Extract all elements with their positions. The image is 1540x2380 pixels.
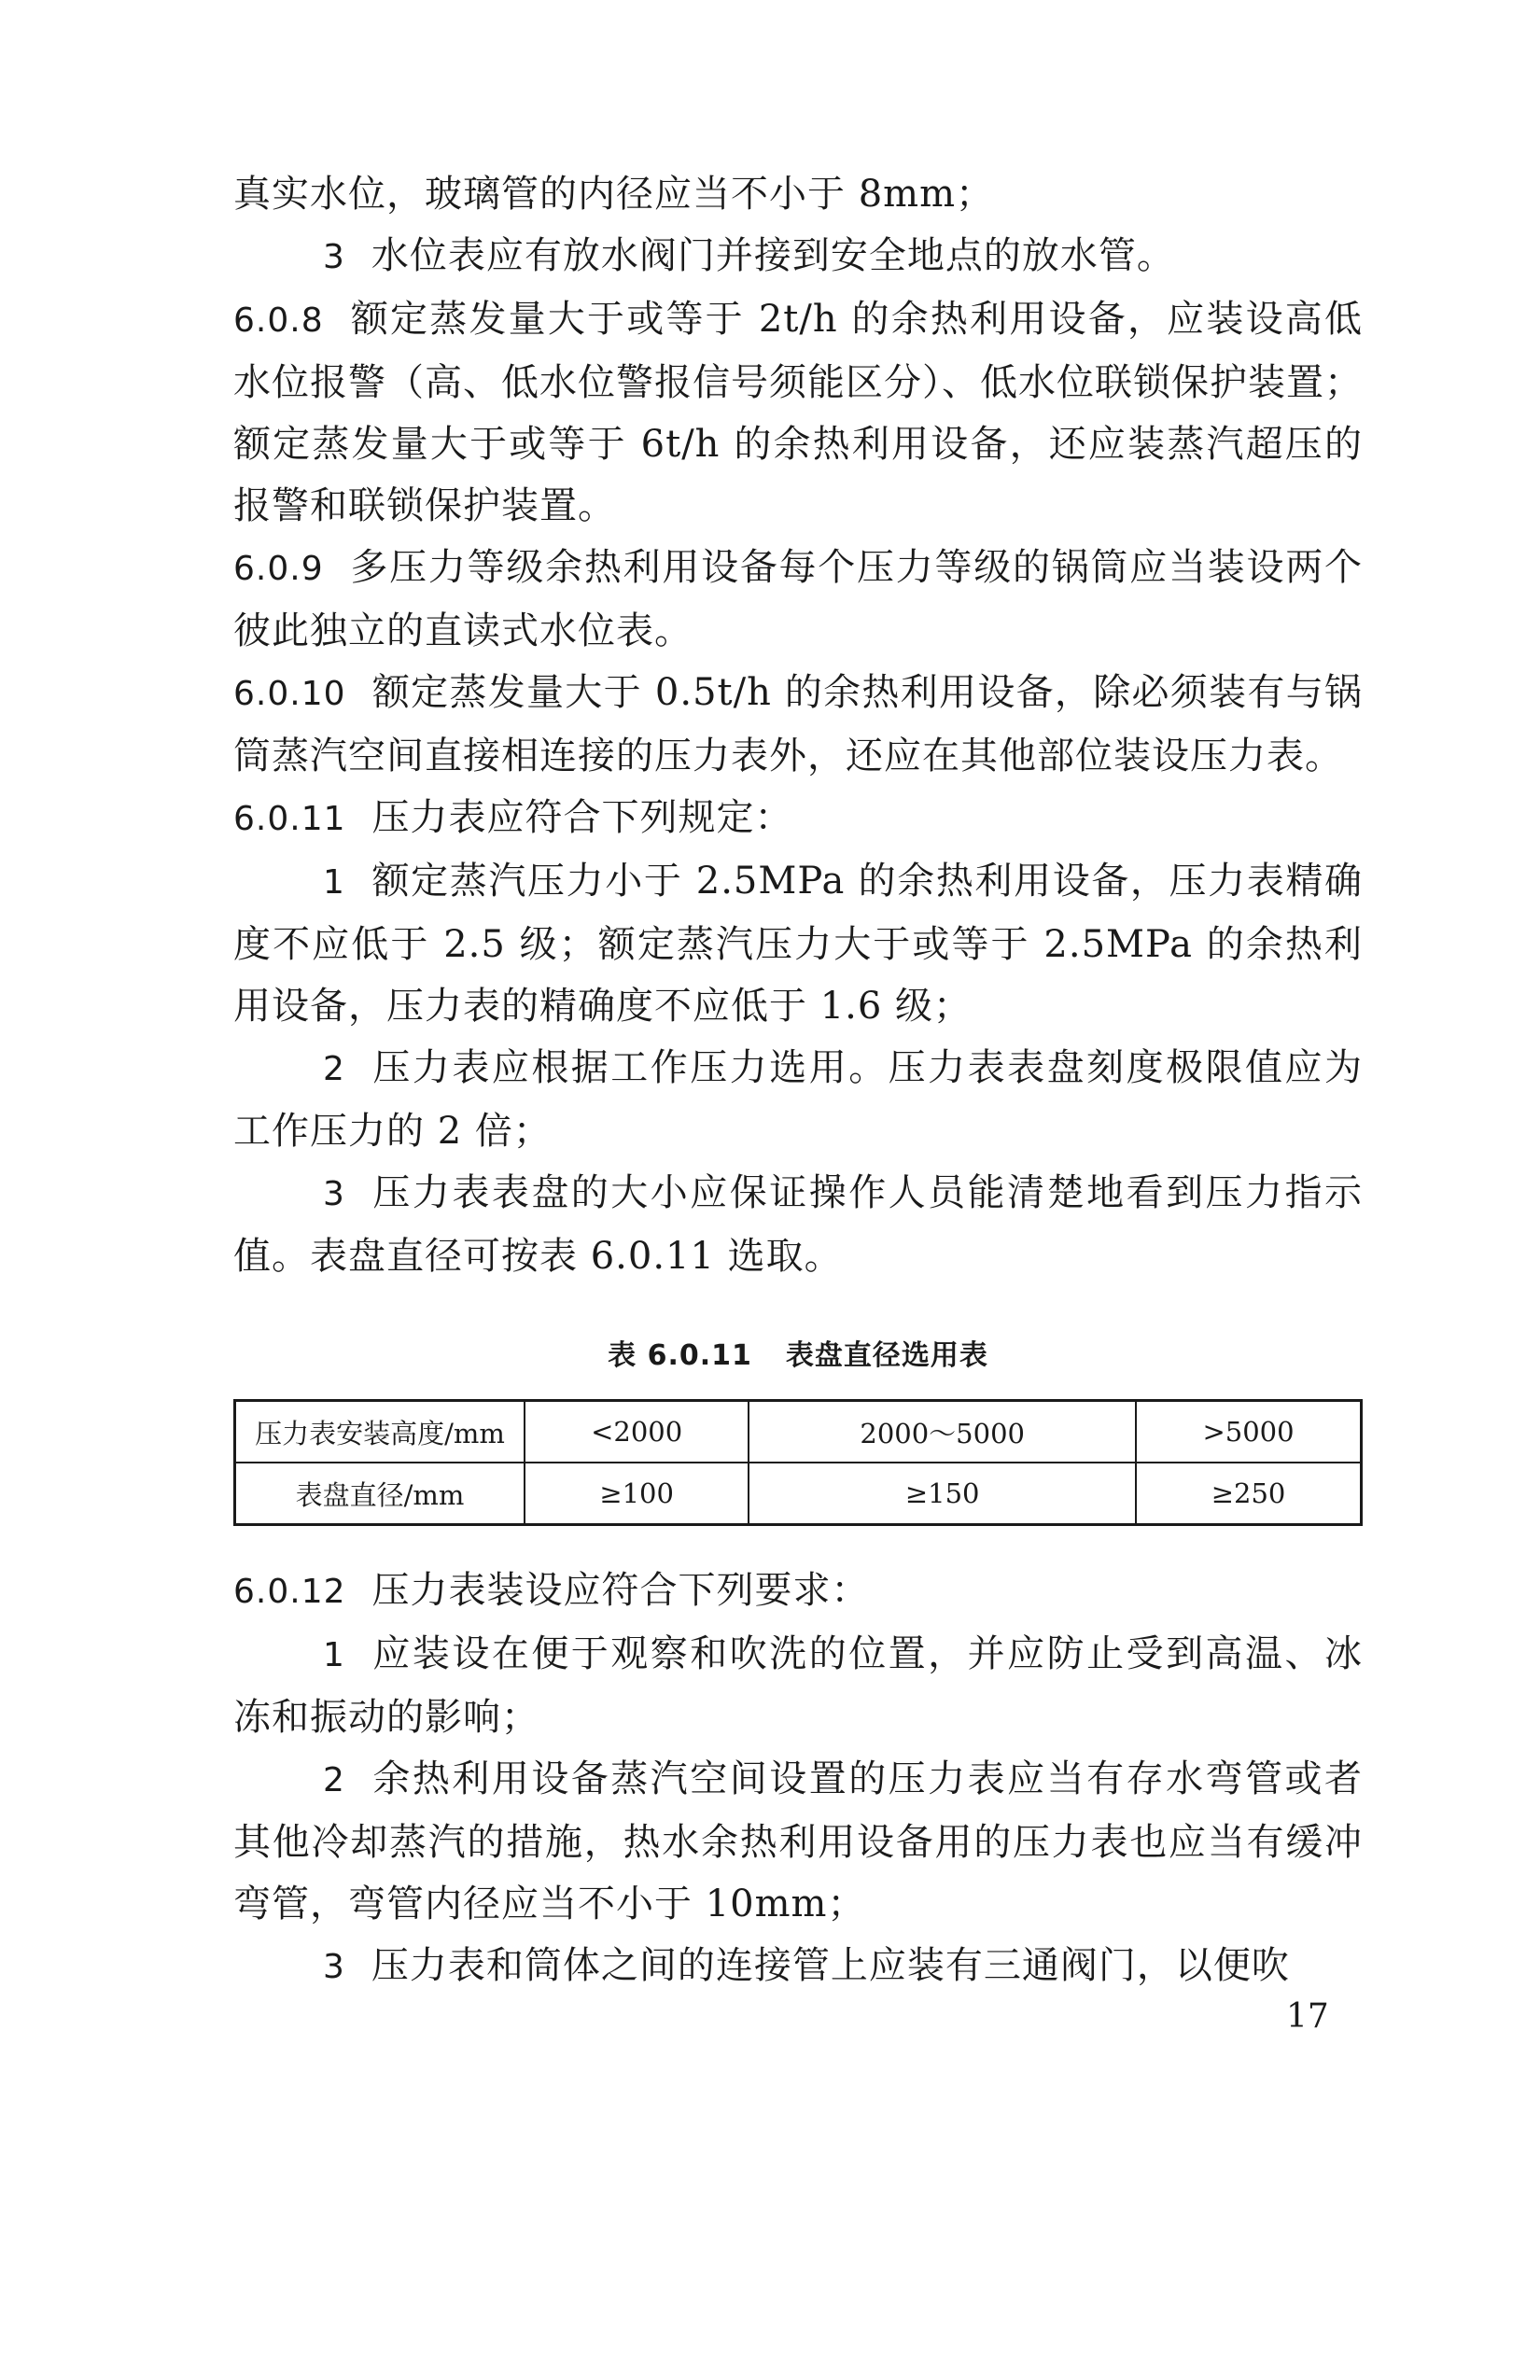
paragraph [233,662,1363,787]
paragraph-text: 压力表装设应符合下列要求： [371,1569,870,1612]
table-cell: 2000～5000 [749,1401,1136,1463]
paragraph-text: 多压力等级余热利用设备每个压力等级的锅筒应当装设两个彼此独立的直读式水位表。 [233,546,1363,652]
paragraph [233,225,1363,288]
paragraph-text: 压力表表盘的大小应保证操作人员能清楚地看到压力指示值。表盘直径可按表 6.0.11 选取。 [233,1171,1363,1278]
table-cell: <2000 [525,1401,749,1463]
table-row [235,1463,1362,1525]
dial-diameter-table [233,1399,1363,1526]
paragraph-text: 额定蒸发量大于 0.5t/h 的余热利用设备，除必须装有与锅筒蒸汽空间直接相连接的压力表外，还应在其他部位装设压力表。 [233,671,1363,777]
paragraph-text: 压力表应根据工作压力选用。压力表表盘刻度极限值应为工作压力的 2 倍； [233,1046,1363,1153]
clause-number: 1 [323,1636,345,1674]
paragraph-text: 额定蒸汽压力小于 2.5MPa 的余热利用设备，压力表精确度不应低于 2.5 级；额定蒸汽压力大于或等于 2.5MPa 的余热利用设备，压力表的精确度不应低于 1.6 级； [233,860,1363,1028]
paragraph-text: 应装设在便于观察和吹洗的位置，并应防止受到高温、冰冻和振动的影响； [233,1632,1363,1739]
paragraph-text: 压力表和筒体之间的连接管上应装有三通阀门，以便吹 [371,1944,1290,1987]
table-cell: 表盘直径/mm [235,1463,525,1525]
clause-number: 6.0.11 [233,800,346,838]
clause-number: 2 [323,1050,345,1088]
paragraph [233,537,1363,662]
table-row [235,1401,1362,1463]
table-caption [233,1332,1363,1373]
text-section-1 [233,163,1363,1287]
document-page [233,163,1363,1998]
table-cell: ≥100 [525,1463,749,1525]
paragraph-text: 水位表应有放水阀门并接到安全地点的放水管。 [371,234,1175,277]
clause-number: 2 [323,1761,345,1799]
clause-number: 6.0.10 [233,675,346,713]
clause-number: 6.0.12 [233,1573,346,1611]
clause-number: 3 [323,238,345,276]
paragraph [233,1037,1363,1162]
paragraph [233,1623,1363,1748]
text-section-2 [233,1560,1363,1998]
table-caption-title: 表盘直径选用表 [785,1339,988,1372]
paragraph [233,163,1363,225]
clause-number: 3 [323,1948,345,1986]
paragraph [233,787,1363,850]
paragraph [233,1162,1363,1287]
table-cell: ≥150 [749,1463,1136,1525]
paragraph [233,850,1363,1037]
paragraph [233,1560,1363,1623]
paragraph-text: 真实水位，玻璃管的内径应当不小于 8mm； [233,173,995,216]
page-number: 17 [1286,1997,1329,2036]
clause-number: 6.0.8 [233,301,324,340]
paragraph [233,288,1363,537]
paragraph-text: 压力表应符合下列规定： [371,796,793,839]
table-cell: ≥250 [1136,1463,1361,1525]
table-caption-number: 表 6.0.11 [608,1339,752,1372]
clause-number: 6.0.9 [233,550,324,588]
paragraph-text: 额定蒸发量大于或等于 2t/h 的余热利用设备，应装设高低水位报警（高、低水位警报信号须能区分）、低水位联锁保护装置；额定蒸发量大于或等于 6t/h 的余热利用设备，还应装蒸汽超压的报警和联锁保护装置。 [233,298,1363,527]
clause-number: 1 [323,863,345,902]
paragraph [233,1935,1363,1998]
table-cell: 压力表安装高度/mm [235,1401,525,1463]
table-cell: >5000 [1136,1401,1361,1463]
clause-number: 3 [323,1175,345,1213]
paragraph-text: 余热利用设备蒸汽空间设置的压力表应当有存水弯管或者其他冷却蒸汽的措施，热水余热利用设备用的压力表也应当有缓冲弯管，弯管内径应当不小于 10mm； [233,1757,1363,1925]
paragraph [233,1748,1363,1935]
